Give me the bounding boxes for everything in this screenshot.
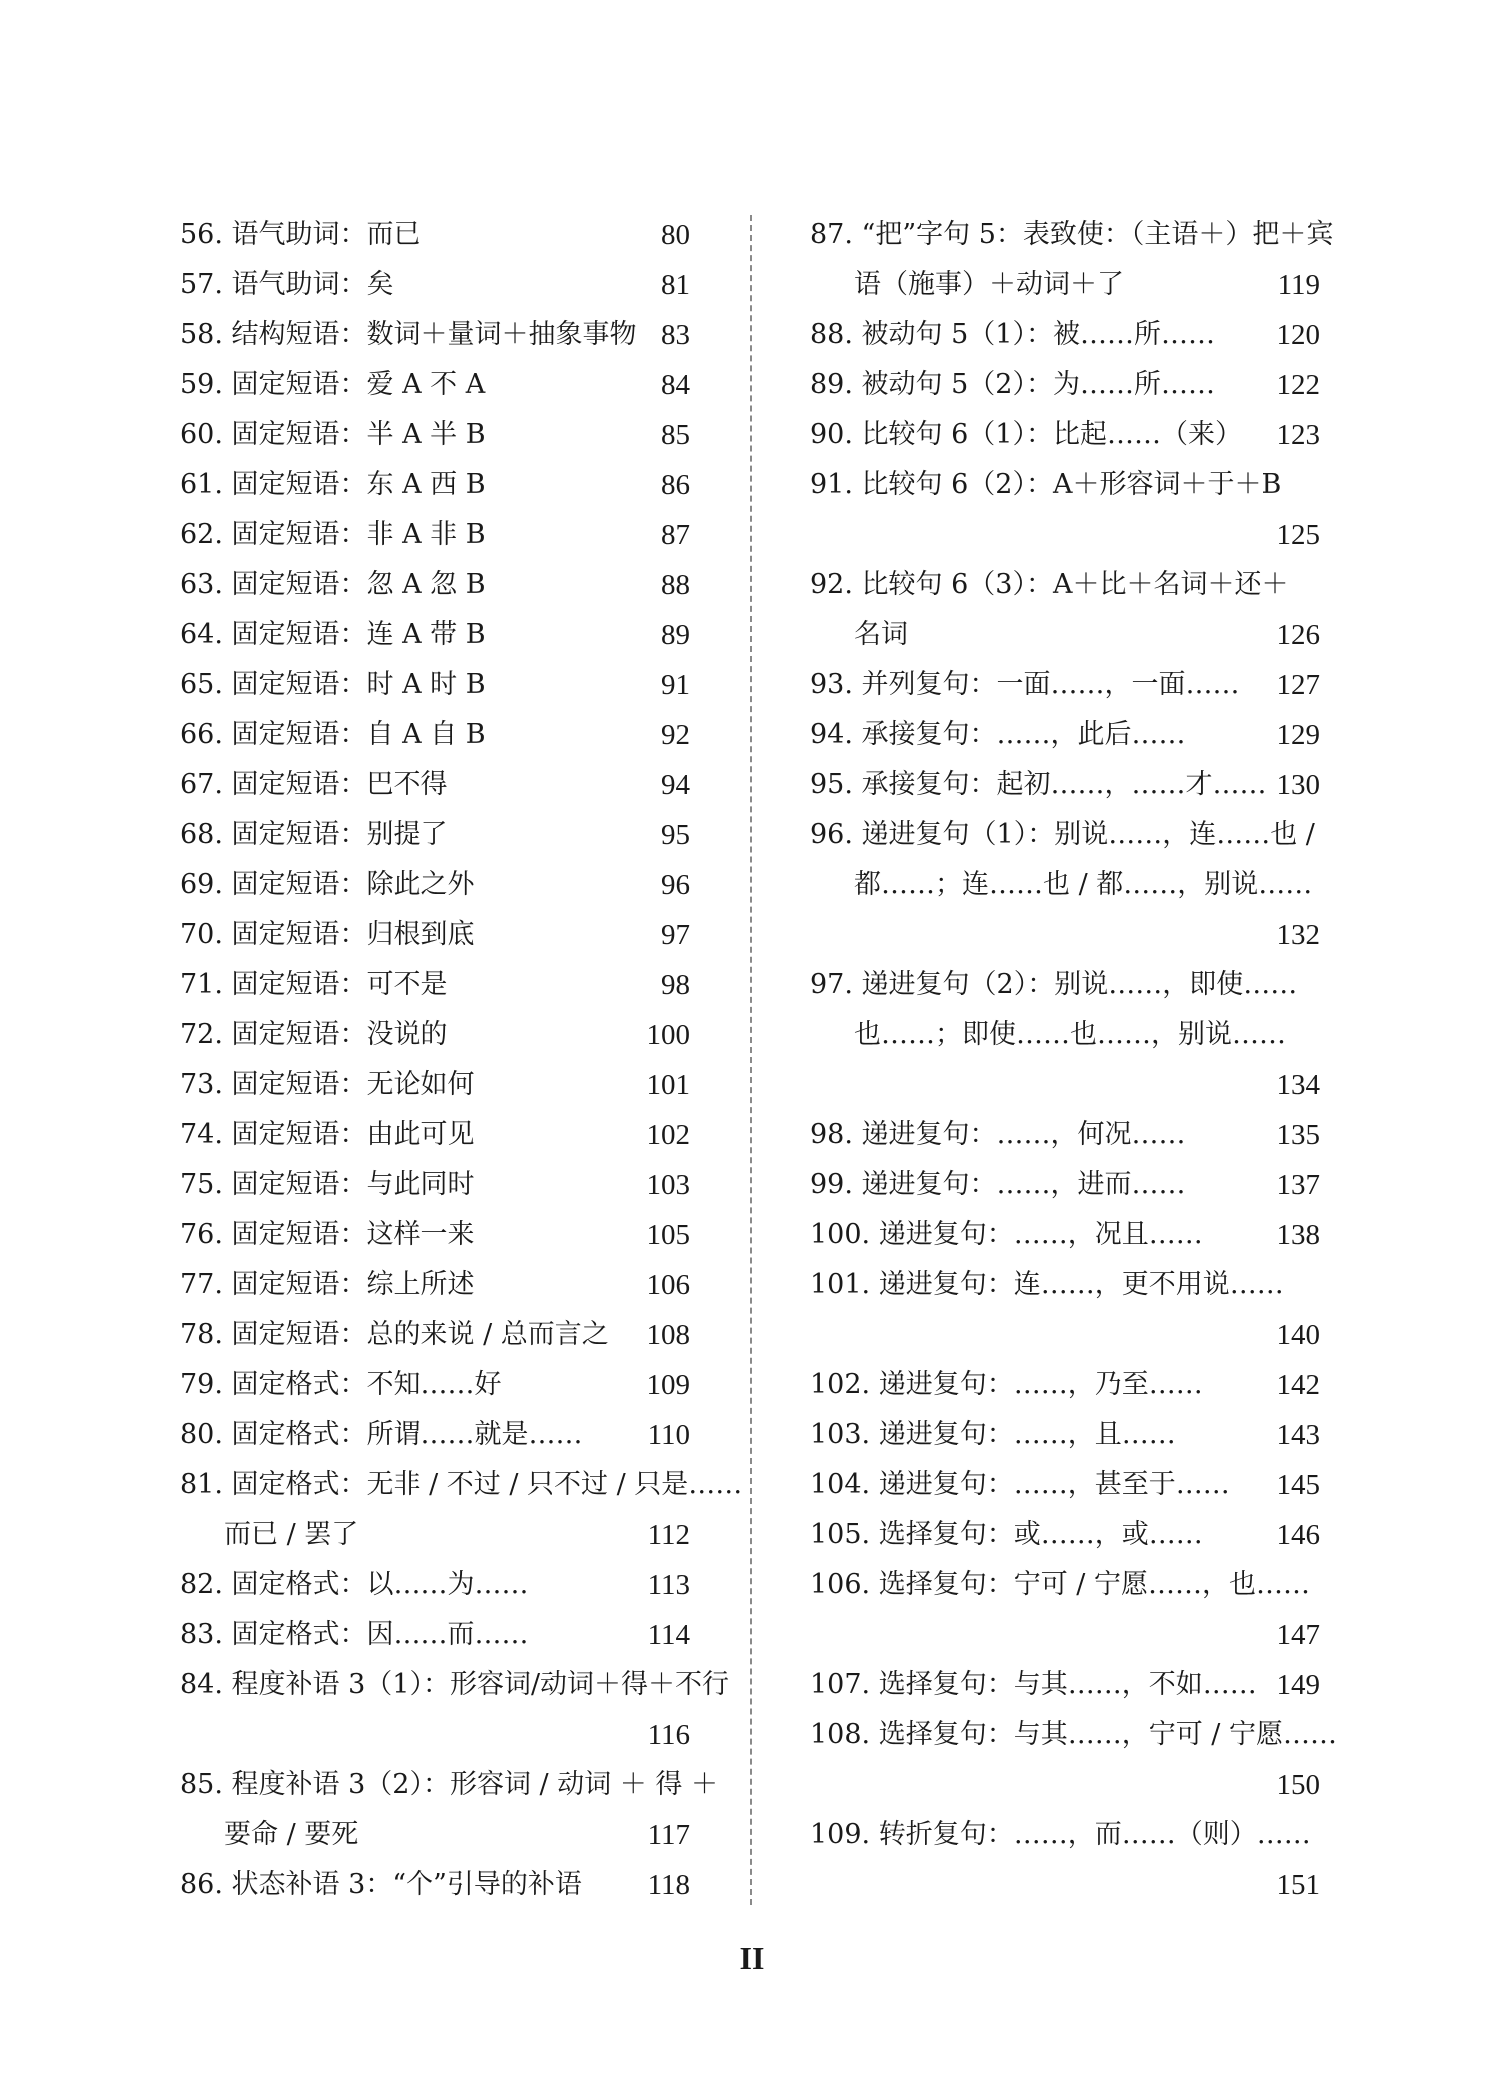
- toc-entry-title: 86. 状态补语 3：“个”引导的补语 118: [180, 1860, 690, 1910]
- toc-entry: [810, 1360, 1320, 1410]
- toc-entry-title: 107. 选择复句：与其……，不如…… 149: [810, 1660, 1320, 1710]
- toc-page-number: 91: [661, 669, 690, 701]
- toc-page-number: 113: [647, 1569, 690, 1601]
- toc-page-number: 146: [1276, 1519, 1320, 1551]
- toc-page-number: 118: [647, 1869, 690, 1901]
- toc-entry-title: 83. 固定格式：因……而…… 114: [180, 1610, 690, 1660]
- toc-entry-title: 101. 递进复句：连……，更不用说……: [810, 1269, 1284, 1300]
- toc-entry-title: 74. 固定短语：由此可见 102: [180, 1110, 690, 1160]
- toc-entry-title: 57. 语气助词：矣 81: [180, 260, 690, 310]
- toc-entry-title-continued: [810, 910, 1320, 960]
- toc-entry-title: 104. 递进复句：……，甚至于…… 145: [810, 1460, 1320, 1510]
- toc-page-number: 140: [1276, 1319, 1320, 1351]
- toc-entry: [810, 710, 1320, 760]
- toc-entry: [810, 1460, 1320, 1510]
- toc-page-number: 98: [661, 969, 690, 1001]
- toc-entry-title: 59. 固定短语：爱 A 不 A 84: [180, 360, 690, 410]
- toc-entry-title: 97. 递进复句（2）：别说……，即使……: [810, 969, 1298, 1000]
- toc-page-number: 88: [661, 569, 690, 601]
- toc-entry: [180, 1660, 730, 1760]
- toc-entry: [180, 310, 690, 360]
- toc-entry: [810, 1210, 1320, 1260]
- toc-page-number: 126: [1276, 619, 1320, 651]
- toc-entry: [810, 810, 1320, 960]
- toc-entry: [810, 1560, 1320, 1660]
- toc-entry-title-continued: [810, 1310, 1320, 1360]
- toc-entry-title-continued: 也……；即使……也……，别说……: [854, 1019, 1286, 1050]
- toc-entry-title: 96. 递进复句（1）：别说……，连……也 /: [810, 819, 1315, 850]
- toc-entry: [180, 1110, 690, 1160]
- toc-entry-title: 73. 固定短语：无论如何 101: [180, 1060, 690, 1110]
- toc-page-number: 120: [1276, 319, 1320, 351]
- toc-entry: [180, 1410, 690, 1460]
- toc-entry: [810, 410, 1320, 460]
- toc-entry-title: 63. 固定短语：忽 A 忽 B 88: [180, 560, 690, 610]
- toc-entry-title-continued: 而已 / 罢了 112: [180, 1510, 690, 1560]
- column-divider: [750, 215, 752, 1905]
- toc-page-number: 94: [661, 769, 690, 801]
- toc-entry-title: 108. 选择复句：与其……，宁可 / 宁愿……: [810, 1719, 1337, 1750]
- toc-entry-title: 80. 固定格式：所谓……就是…… 110: [180, 1410, 690, 1460]
- toc-entry-title: 87. “把”字句 5：表致使：（主语＋）把＋宾: [810, 219, 1334, 250]
- toc-page-number: 86: [661, 469, 690, 501]
- toc-entry-title: 72. 固定短语：没说的 100: [180, 1010, 690, 1060]
- toc-column-right: [810, 210, 1337, 1910]
- toc-entry-title: 81. 固定格式：无非 / 不过 / 只不过 / 只是……: [180, 1469, 743, 1500]
- toc-entry: [810, 1110, 1320, 1160]
- toc-page-number: 143: [1276, 1419, 1320, 1451]
- toc-entry-title: 56. 语气助词：而已 80: [180, 210, 690, 260]
- toc-entry-title: 102. 递进复句：……，乃至…… 142: [810, 1360, 1320, 1410]
- toc-page-number: 151: [1276, 1869, 1320, 1901]
- toc-entry: [810, 960, 1320, 1110]
- toc-page-number: 97: [661, 919, 690, 951]
- toc-entry: [180, 810, 690, 860]
- toc-entry-title: 68. 固定短语：别提了 95: [180, 810, 690, 860]
- toc-entry-title: 95. 承接复句：起初……，……才…… 130: [810, 760, 1320, 810]
- toc-entry-title: 105. 选择复句：或……，或…… 146: [810, 1510, 1320, 1560]
- toc-entry-title: 99. 递进复句：……，进而…… 137: [810, 1160, 1320, 1210]
- toc-entry-title-continued: [810, 1060, 1320, 1110]
- toc-entry: [180, 210, 690, 260]
- toc-entry: [810, 460, 1320, 560]
- toc-page-number: 132: [1276, 919, 1320, 951]
- toc-page-number: 129: [1276, 719, 1320, 751]
- toc-entry: [810, 1510, 1320, 1560]
- toc-entry: [180, 610, 690, 660]
- toc-entry-title: 88. 被动句 5（1）：被……所…… 120: [810, 310, 1320, 360]
- toc-entry: [180, 760, 690, 810]
- toc-entry: [810, 560, 1320, 660]
- toc-entry: [180, 460, 690, 510]
- toc-entry: [810, 660, 1320, 710]
- toc-page-number: 101: [646, 1069, 690, 1101]
- toc-entry-title-continued: 要命 / 要死 117: [180, 1810, 690, 1860]
- toc-entry-title: 100. 递进复句：……，况且…… 138: [810, 1210, 1320, 1260]
- toc-entry: [810, 1660, 1320, 1710]
- toc-entry-title: 67. 固定短语：巴不得 94: [180, 760, 690, 810]
- toc-page-number: 119: [1277, 269, 1320, 301]
- toc-page-number: 147: [1276, 1619, 1320, 1651]
- toc-entry-title: 94. 承接复句：……，此后…… 129: [810, 710, 1320, 760]
- toc-page-number: 123: [1276, 419, 1320, 451]
- toc-entry-title: 92. 比较句 6（3）：A＋比＋名词＋还＋: [810, 569, 1289, 600]
- toc-entry: [180, 910, 690, 960]
- toc-entry-title: 77. 固定短语：综上所述 106: [180, 1260, 690, 1310]
- toc-entry: [810, 360, 1320, 410]
- toc-page-number: 83: [661, 319, 690, 351]
- toc-entry-title: 64. 固定短语：连 A 带 B 89: [180, 610, 690, 660]
- toc-page-number: 125: [1276, 519, 1320, 551]
- toc-page-number: 130: [1276, 769, 1320, 801]
- toc-entry: [810, 1810, 1320, 1910]
- toc-entry-title: 98. 递进复句：……，何况…… 135: [810, 1110, 1320, 1160]
- toc-entry: [180, 1010, 690, 1060]
- toc-entry: [810, 1260, 1320, 1360]
- toc-entry: [810, 1710, 1337, 1810]
- toc-entry-title: 84. 程度补语 3（1）：形容词/动词＋得＋不行: [180, 1669, 730, 1700]
- toc-entry: [180, 1860, 690, 1910]
- toc-entry-title: 61. 固定短语：东 A 西 B 86: [180, 460, 690, 510]
- toc-entry: [180, 360, 690, 410]
- toc-page-number: 89: [661, 619, 690, 651]
- toc-page-number: 137: [1276, 1169, 1320, 1201]
- toc-page-number: 87: [661, 519, 690, 551]
- toc-entry-title: 60. 固定短语：半 A 半 B 85: [180, 410, 690, 460]
- toc-entry: [180, 1160, 690, 1210]
- toc-entry-title: 75. 固定短语：与此同时 103: [180, 1160, 690, 1210]
- toc-page-number: 116: [647, 1719, 690, 1751]
- toc-entry-title-continued: 名词 126: [810, 610, 1320, 660]
- toc-page-number: 134: [1276, 1069, 1320, 1101]
- toc-entry-title: 70. 固定短语：归根到底 97: [180, 910, 690, 960]
- toc-page-number: 135: [1276, 1119, 1320, 1151]
- toc-page-number: 85: [661, 419, 690, 451]
- toc-page-number: 117: [647, 1819, 690, 1851]
- toc-entry-title: 66. 固定短语：自 A 自 B 92: [180, 710, 690, 760]
- toc-entry: [810, 1160, 1320, 1210]
- toc-entry-title-continued: 都……；连……也 / 都……，别说……: [854, 869, 1313, 900]
- toc-entry-title: 85. 程度补语 3（2）：形容词 / 动词 ＋ 得 ＋: [180, 1769, 718, 1800]
- toc-entry: [180, 960, 690, 1010]
- toc-entry-title: 58. 结构短语：数词＋量词＋抽象事物 83: [180, 310, 690, 360]
- toc-entry-title-continued: [810, 510, 1320, 560]
- toc-entry: [180, 1360, 690, 1410]
- toc-entry-title: 89. 被动句 5（2）：为……所…… 122: [810, 360, 1320, 410]
- toc-page-number: 81: [661, 269, 690, 301]
- toc-entry-title: 62. 固定短语：非 A 非 B 87: [180, 510, 690, 560]
- toc-entry: [180, 410, 690, 460]
- toc-page-number: 112: [647, 1519, 690, 1551]
- toc-page-number: 109: [646, 1369, 690, 1401]
- toc-entry-title: 109. 转折复句：……，而……（则）……: [810, 1819, 1311, 1850]
- toc-entry-title: 82. 固定格式：以……为…… 113: [180, 1560, 690, 1610]
- toc-entry: [180, 860, 690, 910]
- toc-entry-title: 69. 固定短语：除此之外 96: [180, 860, 690, 910]
- toc-page-number: 92: [661, 719, 690, 751]
- toc-page-number: 100: [646, 1019, 690, 1051]
- toc-entry-title: 93. 并列复句：一面……，一面…… 127: [810, 660, 1320, 710]
- toc-entry: [180, 1560, 690, 1610]
- toc-entry: [810, 1410, 1320, 1460]
- toc-entry-title: 91. 比较句 6（2）：A＋形容词＋于＋B: [810, 469, 1282, 500]
- toc-entry-title: 65. 固定短语：时 A 时 B 91: [180, 660, 690, 710]
- toc-entry-title-continued: [810, 1860, 1320, 1910]
- toc-entry: [810, 310, 1320, 360]
- toc-page-number: 110: [647, 1419, 690, 1451]
- toc-entry-title-continued: [810, 1610, 1320, 1660]
- toc-page-number: 80: [661, 219, 690, 251]
- toc-entry: [810, 210, 1334, 310]
- toc-entry-title-continued: [180, 1710, 690, 1760]
- toc-page-number: 142: [1276, 1369, 1320, 1401]
- toc-page-number: 106: [646, 1269, 690, 1301]
- toc-entry: [180, 710, 690, 760]
- toc-entry-title: 78. 固定短语：总的来说 / 总而言之 108: [180, 1310, 690, 1360]
- toc-entry: [180, 560, 690, 610]
- toc-entry-title: 76. 固定短语：这样一来 105: [180, 1210, 690, 1260]
- toc-entry-title-continued: 语（施事）＋动词＋了 119: [810, 260, 1320, 310]
- toc-page-number: 138: [1276, 1219, 1320, 1251]
- toc-page-number: 95: [661, 819, 690, 851]
- toc-page-number: 114: [647, 1619, 690, 1651]
- toc-entry: [180, 1610, 690, 1660]
- toc-entry: [180, 1310, 690, 1360]
- toc-page-number: 102: [646, 1119, 690, 1151]
- toc-page-number: 108: [646, 1319, 690, 1351]
- toc-entry-title: 106. 选择复句：宁可 / 宁愿……，也……: [810, 1569, 1310, 1600]
- toc-entry-title: 90. 比较句 6（1）：比起……（来） 123: [810, 410, 1320, 460]
- toc-column-left: [180, 210, 743, 1910]
- toc-entry: [180, 1460, 743, 1560]
- toc-entry: [180, 1210, 690, 1260]
- toc-page-number: 122: [1276, 369, 1320, 401]
- toc-page-number: 105: [646, 1219, 690, 1251]
- toc-entry: [810, 760, 1320, 810]
- toc-entry: [180, 260, 690, 310]
- toc-entry-title: 71. 固定短语：可不是 98: [180, 960, 690, 1010]
- toc-page-number: 150: [1276, 1769, 1320, 1801]
- toc-entry: [180, 1060, 690, 1110]
- toc-page-number: 84: [661, 369, 690, 401]
- toc-entry-title-continued: [810, 1760, 1320, 1810]
- toc-entry: [180, 1260, 690, 1310]
- toc-entry-title: 103. 递进复句：……，且…… 143: [810, 1410, 1320, 1460]
- toc-page-number: 149: [1276, 1669, 1320, 1701]
- toc-page-number: 96: [661, 869, 690, 901]
- toc-page-number: 127: [1276, 669, 1320, 701]
- toc-page-number: 145: [1276, 1469, 1320, 1501]
- toc-entry: [180, 510, 690, 560]
- toc-page-number: 103: [646, 1169, 690, 1201]
- toc-entry-title: 79. 固定格式：不知……好 109: [180, 1360, 690, 1410]
- page-number: II: [739, 1940, 765, 1976]
- toc-entry: [180, 1760, 718, 1860]
- toc-entry: [180, 660, 690, 710]
